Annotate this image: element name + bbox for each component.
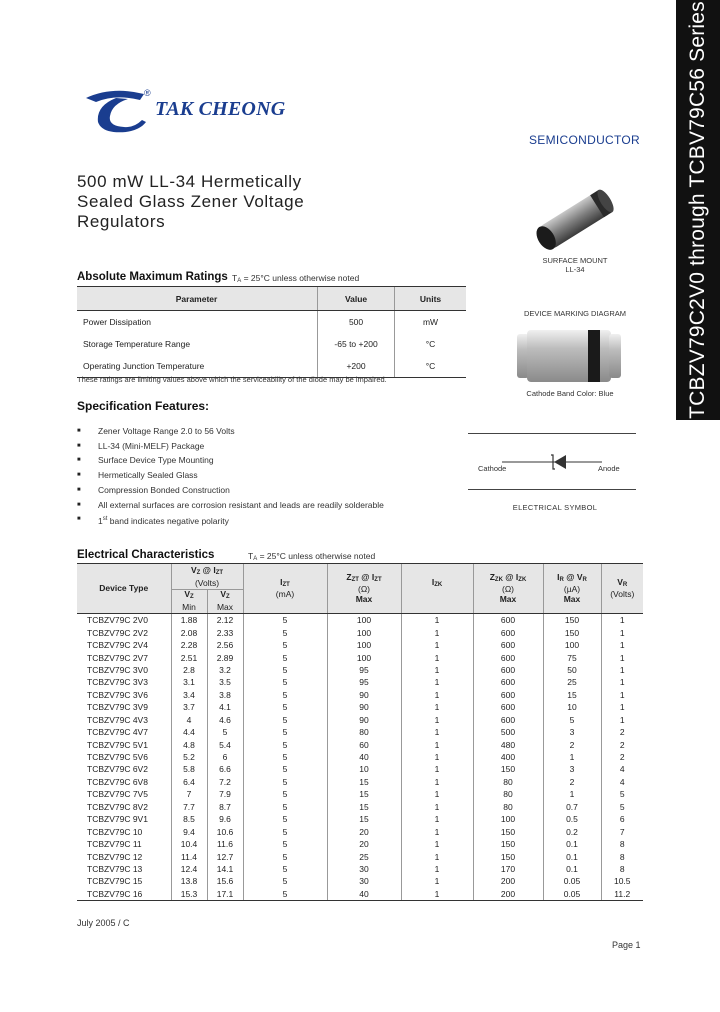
- zzt-cell: 15: [327, 776, 401, 788]
- ir-cell: 0.2: [543, 825, 601, 837]
- electrical-heading: Electrical Characteristics: [77, 549, 215, 561]
- table-row: [77, 751, 643, 763]
- zzk-cell: 170: [473, 863, 543, 875]
- vz-min-cell: 3.7: [171, 701, 207, 713]
- zzt-cell: 95: [327, 664, 401, 676]
- vr-cell: 1: [601, 689, 643, 701]
- table-row: [77, 813, 643, 825]
- table-row: [77, 726, 643, 738]
- ir-cell: 1: [543, 751, 601, 763]
- parameter-cell: Power Dissipation: [83, 317, 152, 327]
- izt-cell: 5: [243, 689, 327, 701]
- zzt-cell: 90: [327, 701, 401, 713]
- device-type-cell: TCBZV79C 9V1: [87, 814, 148, 825]
- izt-cell: 5: [243, 701, 327, 713]
- zzt-cell: 30: [327, 875, 401, 887]
- izt-cell: 5: [243, 664, 327, 676]
- table-row: [77, 738, 643, 750]
- device-type-cell: TCBZV79C 7V5: [87, 789, 148, 800]
- zzk-cell: 400: [473, 751, 543, 763]
- col-value: Value: [318, 287, 395, 311]
- device-type-cell: TCBZV79C 2V0: [87, 615, 148, 626]
- table-row: [77, 689, 643, 701]
- list-item: ■ All external surfaces are corrosion resistant and leads are readily solderable: [77, 498, 384, 513]
- table-row: [77, 801, 643, 813]
- value-cell: -65 to +200: [318, 333, 395, 355]
- device-type-cell: TCBZV79C 6V2: [87, 764, 148, 775]
- vz-max-cell: 7.9: [207, 788, 243, 800]
- zzk-cell: 600: [473, 651, 543, 663]
- vz-max-cell: 3.8: [207, 689, 243, 701]
- zzt-cell: 40: [327, 751, 401, 763]
- zzt-cell: 95: [327, 676, 401, 688]
- col-vz-max-sym: $V_Z$: [207, 590, 243, 603]
- zzk-cell: 80: [473, 801, 543, 813]
- vr-cell: 1: [601, 676, 643, 688]
- ir-cell: 1: [543, 788, 601, 800]
- device-type-cell: TCBZV79C 2V4: [87, 640, 148, 651]
- vz-min-cell: 5.2: [171, 751, 207, 763]
- zzk-cell: 150: [473, 763, 543, 775]
- vz-min-cell: 7.7: [171, 801, 207, 813]
- izt-cell: 5: [243, 850, 327, 862]
- value-cell: 500: [318, 311, 395, 334]
- cathode-band-caption: Cathode Band Color: Blue: [526, 389, 614, 398]
- abs-max-table: [77, 286, 466, 378]
- electrical-table-body: [77, 614, 643, 901]
- vz-min-cell: 1.88: [171, 614, 207, 627]
- vr-cell: 1: [601, 651, 643, 663]
- table-row: [77, 714, 643, 726]
- vr-cell: 8: [601, 850, 643, 862]
- vz-min-cell: 4.4: [171, 726, 207, 738]
- registered-mark: ®: [144, 88, 151, 98]
- table-row: [77, 763, 643, 775]
- zzt-cell: 15: [327, 801, 401, 813]
- vz-max-cell: 11.6: [207, 838, 243, 850]
- table-row: [77, 776, 643, 788]
- abs-max-header-row: [77, 287, 466, 311]
- izk-cell: 1: [401, 825, 473, 837]
- zzt-cell: 80: [327, 726, 401, 738]
- zzt-cell: 90: [327, 714, 401, 726]
- izk-cell: 1: [401, 614, 473, 627]
- list-item: ■ Surface Device Type Mounting: [77, 453, 384, 468]
- col-units: Units: [395, 287, 467, 311]
- product-title: [77, 172, 377, 232]
- device-type-cell: TCBZV79C 10: [87, 826, 143, 837]
- izt-cell: 5: [243, 863, 327, 875]
- ir-cell: 0.5: [543, 813, 601, 825]
- device-type-cell: TCBZV79C 12: [87, 851, 143, 862]
- electrical-header-row: [77, 564, 643, 590]
- title-line-2: Sealed Glass Zener Voltage: [77, 192, 305, 211]
- brand-name: TAK CHEONG: [155, 98, 286, 120]
- vz-max-cell: 2.56: [207, 639, 243, 651]
- table-row: [77, 838, 643, 850]
- vz-max-cell: 7.2: [207, 776, 243, 788]
- izt-cell: 5: [243, 801, 327, 813]
- features-heading: Specification Features:: [77, 399, 210, 413]
- table-row: [77, 850, 643, 862]
- vz-min-cell: 3.4: [171, 689, 207, 701]
- ir-cell: 0.1: [543, 863, 601, 875]
- list-item: ■ 1st band indicates negative polarity: [77, 512, 384, 529]
- vz-max-cell: 10.6: [207, 825, 243, 837]
- vz-max-cell: 12.7: [207, 850, 243, 862]
- list-item: ■ Hermetically Sealed Glass: [77, 468, 384, 483]
- izk-cell: 1: [401, 788, 473, 800]
- zzt-cell: 20: [327, 825, 401, 837]
- vz-max-cell: 6.6: [207, 763, 243, 775]
- units-cell: mW: [395, 311, 467, 334]
- vz-max-cell: 2.33: [207, 626, 243, 638]
- ir-cell: 5: [543, 714, 601, 726]
- zzk-cell: 600: [473, 676, 543, 688]
- vz-min-cell: 15.3: [171, 888, 207, 901]
- table-row: [77, 626, 643, 638]
- col-zzk: $Z_{ZK}$ @ $I_{ZK}$ (Ω) Max: [473, 564, 543, 614]
- zzk-cell: 600: [473, 689, 543, 701]
- izk-cell: 1: [401, 875, 473, 887]
- zzk-cell: 80: [473, 788, 543, 800]
- izk-cell: 1: [401, 751, 473, 763]
- ir-cell: 2: [543, 776, 601, 788]
- izt-cell: 5: [243, 825, 327, 837]
- table-row: [77, 788, 643, 800]
- package-caption: [520, 256, 630, 274]
- zzt-cell: 10: [327, 763, 401, 775]
- col-device-type: Device Type: [77, 564, 171, 614]
- vz-max-cell: 6: [207, 751, 243, 763]
- zzt-cell: 60: [327, 738, 401, 750]
- table-row: [77, 888, 643, 901]
- table-row: [77, 651, 643, 663]
- device-type-cell: TCBZV79C 15: [87, 876, 143, 887]
- izk-cell: 1: [401, 738, 473, 750]
- table-row: [77, 863, 643, 875]
- col-ir: $I_R$ @ $V_R$ (µA) Max: [543, 564, 601, 614]
- device-type-cell: TCBZV79C 6V8: [87, 776, 148, 787]
- izk-cell: 1: [401, 676, 473, 688]
- device-type-cell: TCBZV79C 2V2: [87, 627, 148, 638]
- vr-cell: 1: [601, 714, 643, 726]
- vr-cell: 2: [601, 751, 643, 763]
- side-band: [676, 0, 720, 420]
- device-type-cell: TCBZV79C 2V7: [87, 652, 148, 663]
- vr-cell: 1: [601, 639, 643, 651]
- vr-cell: 8: [601, 838, 643, 850]
- zzk-cell: 200: [473, 888, 543, 901]
- izt-cell: 5: [243, 838, 327, 850]
- vz-max-cell: 2.12: [207, 614, 243, 627]
- units-cell: °C: [395, 355, 467, 378]
- zzk-cell: 150: [473, 825, 543, 837]
- zzt-cell: 40: [327, 888, 401, 901]
- electrical-note: $T_A = 25^\circ C$ unless otherwise noted: [248, 551, 376, 562]
- abs-max-footnote: These ratings are limiting values above which the serviceability of the diode may be impaired.: [77, 375, 387, 384]
- ir-cell: 25: [543, 676, 601, 688]
- izk-cell: 1: [401, 714, 473, 726]
- ir-cell: 50: [543, 664, 601, 676]
- cathode-label: Cathode: [478, 464, 507, 473]
- device-marking-diagram: [515, 326, 625, 386]
- parameter-cell: Storage Temperature Range: [83, 339, 191, 349]
- vr-cell: 6: [601, 813, 643, 825]
- zzk-cell: 600: [473, 639, 543, 651]
- vr-cell: 1: [601, 614, 643, 627]
- vz-min-cell: 2.51: [171, 651, 207, 663]
- electrical-symbol-caption: ELECTRICAL SYMBOL: [512, 503, 598, 512]
- abs-max-heading: Absolute Maximum Ratings: [77, 271, 228, 283]
- table-row: [77, 333, 466, 355]
- col-izk: $I_{ZK}$: [401, 564, 473, 614]
- izk-cell: 1: [401, 863, 473, 875]
- zzt-cell: 15: [327, 788, 401, 800]
- zzk-cell: 480: [473, 738, 543, 750]
- ir-cell: 3: [543, 763, 601, 775]
- zzt-cell: 15: [327, 813, 401, 825]
- col-vr: $V_R$ (Volts): [601, 564, 643, 614]
- vz-max-cell: 4.1: [207, 701, 243, 713]
- zzt-cell: 100: [327, 639, 401, 651]
- ir-cell: 75: [543, 651, 601, 663]
- vz-min-cell: 9.4: [171, 825, 207, 837]
- col-vz-max: Max: [207, 603, 243, 614]
- footer-date: July 2005 / C: [77, 918, 130, 928]
- ir-cell: 100: [543, 639, 601, 651]
- device-type-cell: TCBZV79C 4V3: [87, 714, 148, 725]
- table-row: [77, 311, 466, 334]
- package-caption-line1: SURFACE MOUNT: [542, 256, 608, 265]
- izt-cell: 5: [243, 738, 327, 750]
- izk-cell: 1: [401, 776, 473, 788]
- device-type-cell: TCBZV79C 13: [87, 863, 143, 874]
- zzt-cell: 90: [327, 689, 401, 701]
- izk-cell: 1: [401, 813, 473, 825]
- abs-max-note: $T_A = 25^\circ C$ unless otherwise noted: [232, 273, 360, 284]
- vr-cell: 5: [601, 788, 643, 800]
- vz-min-cell: 2.08: [171, 626, 207, 638]
- ir-cell: 0.7: [543, 801, 601, 813]
- izk-cell: 1: [401, 726, 473, 738]
- vz-min-cell: 2.8: [171, 664, 207, 676]
- table-row: [77, 664, 643, 676]
- zzk-cell: 500: [473, 726, 543, 738]
- vz-min-cell: 3.1: [171, 676, 207, 688]
- vz-max-cell: 14.1: [207, 863, 243, 875]
- izt-cell: 5: [243, 614, 327, 627]
- table-row: [77, 875, 643, 887]
- izk-cell: 1: [401, 626, 473, 638]
- col-parameter: Parameter: [77, 287, 318, 311]
- zzt-cell: 100: [327, 626, 401, 638]
- vz-min-cell: 4.8: [171, 738, 207, 750]
- ir-cell: 0.1: [543, 838, 601, 850]
- izt-cell: 5: [243, 726, 327, 738]
- device-type-cell: TCBZV79C 3V3: [87, 677, 148, 688]
- list-item: ■ Zener Voltage Range 2.0 to 56 Volts: [77, 424, 384, 439]
- package-caption-line2: LL-34: [565, 265, 585, 274]
- ir-cell: 3: [543, 726, 601, 738]
- vz-max-cell: 5: [207, 726, 243, 738]
- zzt-cell: 30: [327, 863, 401, 875]
- footer-page-number: Page 1: [612, 940, 641, 950]
- ir-cell: 150: [543, 626, 601, 638]
- vz-min-cell: 4: [171, 714, 207, 726]
- device-type-cell: TCBZV79C 3V0: [87, 664, 148, 675]
- title-line-1: 500 mW LL-34 Hermetically: [77, 172, 302, 191]
- vr-cell: 2: [601, 726, 643, 738]
- izk-cell: 1: [401, 838, 473, 850]
- vr-cell: 8: [601, 863, 643, 875]
- zzk-cell: 150: [473, 850, 543, 862]
- device-type-cell: TCBZV79C 16: [77, 888, 171, 901]
- vz-min-cell: 5.8: [171, 763, 207, 775]
- zzk-cell: 600: [473, 701, 543, 713]
- ir-cell: 150: [543, 614, 601, 627]
- units-cell: °C: [395, 333, 467, 355]
- izt-cell: 5: [243, 651, 327, 663]
- device-type-cell: TCBZV79C 11: [87, 839, 142, 850]
- col-vz-min-sym: $V_Z$: [171, 590, 207, 603]
- izk-cell: 1: [401, 850, 473, 862]
- izk-cell: 1: [401, 689, 473, 701]
- parameter-cell: Operating Junction Temperature: [77, 355, 318, 378]
- col-vz: $V_Z$ @ $I_{ZT}$ (Volts): [171, 564, 243, 590]
- izt-cell: 5: [243, 776, 327, 788]
- zzk-cell: 100: [473, 813, 543, 825]
- table-row: [77, 676, 643, 688]
- izk-cell: 1: [401, 701, 473, 713]
- vr-cell: 5: [601, 801, 643, 813]
- vz-max-cell: 17.1: [207, 888, 243, 901]
- vr-cell: 1: [601, 664, 643, 676]
- izk-cell: 1: [401, 801, 473, 813]
- vz-max-cell: 15.6: [207, 875, 243, 887]
- ir-cell: 2: [543, 738, 601, 750]
- ir-cell: 0.05: [543, 888, 601, 901]
- izt-cell: 5: [243, 714, 327, 726]
- electrical-table: [77, 563, 643, 901]
- izt-cell: 5: [243, 813, 327, 825]
- table-row: [77, 825, 643, 837]
- title-line-3: Regulators: [77, 212, 166, 231]
- vr-cell: 10.5: [601, 875, 643, 887]
- izt-cell: 5: [243, 763, 327, 775]
- izk-cell: 1: [401, 763, 473, 775]
- ir-cell: 15: [543, 689, 601, 701]
- zzk-cell: 200: [473, 875, 543, 887]
- izt-cell: 5: [243, 676, 327, 688]
- izt-cell: 5: [243, 751, 327, 763]
- col-zzt: $Z_{ZT}$ @ $I_{ZT}$ (Ω) Max: [327, 564, 401, 614]
- vz-min-cell: 2.28: [171, 639, 207, 651]
- vz-max-cell: 9.6: [207, 813, 243, 825]
- zzt-cell: 100: [327, 614, 401, 627]
- zzk-cell: 150: [473, 838, 543, 850]
- vz-max-cell: 8.7: [207, 801, 243, 813]
- izk-cell: 1: [401, 664, 473, 676]
- vz-max-cell: 3.2: [207, 664, 243, 676]
- zzk-cell: 600: [473, 626, 543, 638]
- zzk-cell: 80: [473, 776, 543, 788]
- features-list: [77, 424, 384, 529]
- izt-cell: 5: [243, 888, 327, 901]
- table-row: [77, 639, 643, 651]
- vz-min-cell: 12.4: [171, 863, 207, 875]
- device-type-cell: TCBZV79C 5V1: [87, 739, 148, 750]
- package-photo: [525, 180, 625, 260]
- list-item: ■ Compression Bonded Construction: [77, 483, 384, 498]
- izk-cell: 1: [401, 888, 473, 901]
- ir-cell: 10: [543, 701, 601, 713]
- zzt-cell: 100: [327, 651, 401, 663]
- zzk-cell: 600: [473, 614, 543, 627]
- zzk-cell: 600: [473, 664, 543, 676]
- vz-min-cell: 8.5: [171, 813, 207, 825]
- vr-cell: 7: [601, 825, 643, 837]
- device-type-cell: TCBZV79C 3V9: [87, 702, 148, 713]
- zzt-cell: 25: [327, 850, 401, 862]
- brand-category: SEMICONDUCTOR: [529, 133, 641, 147]
- ir-cell: 0.05: [543, 875, 601, 887]
- anode-label: Anode: [598, 464, 620, 473]
- izt-cell: 5: [243, 788, 327, 800]
- vz-max-cell: 5.4: [207, 738, 243, 750]
- marking-diagram-caption: DEVICE MARKING DIAGRAM: [523, 309, 627, 318]
- izt-cell: 5: [243, 626, 327, 638]
- tak-cheong-logo-icon: [82, 88, 152, 138]
- vz-min-cell: 13.8: [171, 875, 207, 887]
- device-type-cell: TCBZV79C 8V2: [87, 801, 148, 812]
- vz-max-cell: 3.5: [207, 676, 243, 688]
- vz-min-cell: 10.4: [171, 838, 207, 850]
- vr-cell: 1: [601, 701, 643, 713]
- izk-cell: 1: [401, 639, 473, 651]
- symbol-frame-bottom: [468, 489, 636, 490]
- vz-max-cell: 4.6: [207, 714, 243, 726]
- izt-cell: 5: [243, 875, 327, 887]
- vr-cell: 11.2: [601, 888, 643, 901]
- col-vz-min: Min: [171, 603, 207, 614]
- vz-min-cell: 7: [171, 788, 207, 800]
- izk-cell: 1: [401, 651, 473, 663]
- zzk-cell: 600: [473, 714, 543, 726]
- vz-min-cell: 6.4: [171, 776, 207, 788]
- izt-cell: 5: [243, 639, 327, 651]
- value-cell: +200: [318, 355, 395, 378]
- table-row: [77, 701, 643, 713]
- device-type-cell: TCBZV79C 4V7: [87, 727, 148, 738]
- ir-cell: 0.1: [543, 850, 601, 862]
- vz-max-cell: 2.89: [207, 651, 243, 663]
- device-type-cell: TCBZV79C 5V6: [87, 752, 148, 763]
- table-row: [77, 614, 643, 627]
- col-izt: $I_{ZT}$ (mA): [243, 564, 327, 614]
- device-type-cell: TCBZV79C 3V6: [87, 689, 148, 700]
- vz-min-cell: 11.4: [171, 850, 207, 862]
- zzt-cell: 20: [327, 838, 401, 850]
- vr-cell: 2: [601, 738, 643, 750]
- series-title: TCBZV79C2V0 through TCBV79C56 Series: [686, 1, 709, 419]
- list-item: ■ LL-34 (Mini-MELF) Package: [77, 439, 384, 454]
- symbol-frame-top: [468, 433, 636, 434]
- vr-cell: 4: [601, 763, 643, 775]
- vr-cell: 4: [601, 776, 643, 788]
- vr-cell: 1: [601, 626, 643, 638]
